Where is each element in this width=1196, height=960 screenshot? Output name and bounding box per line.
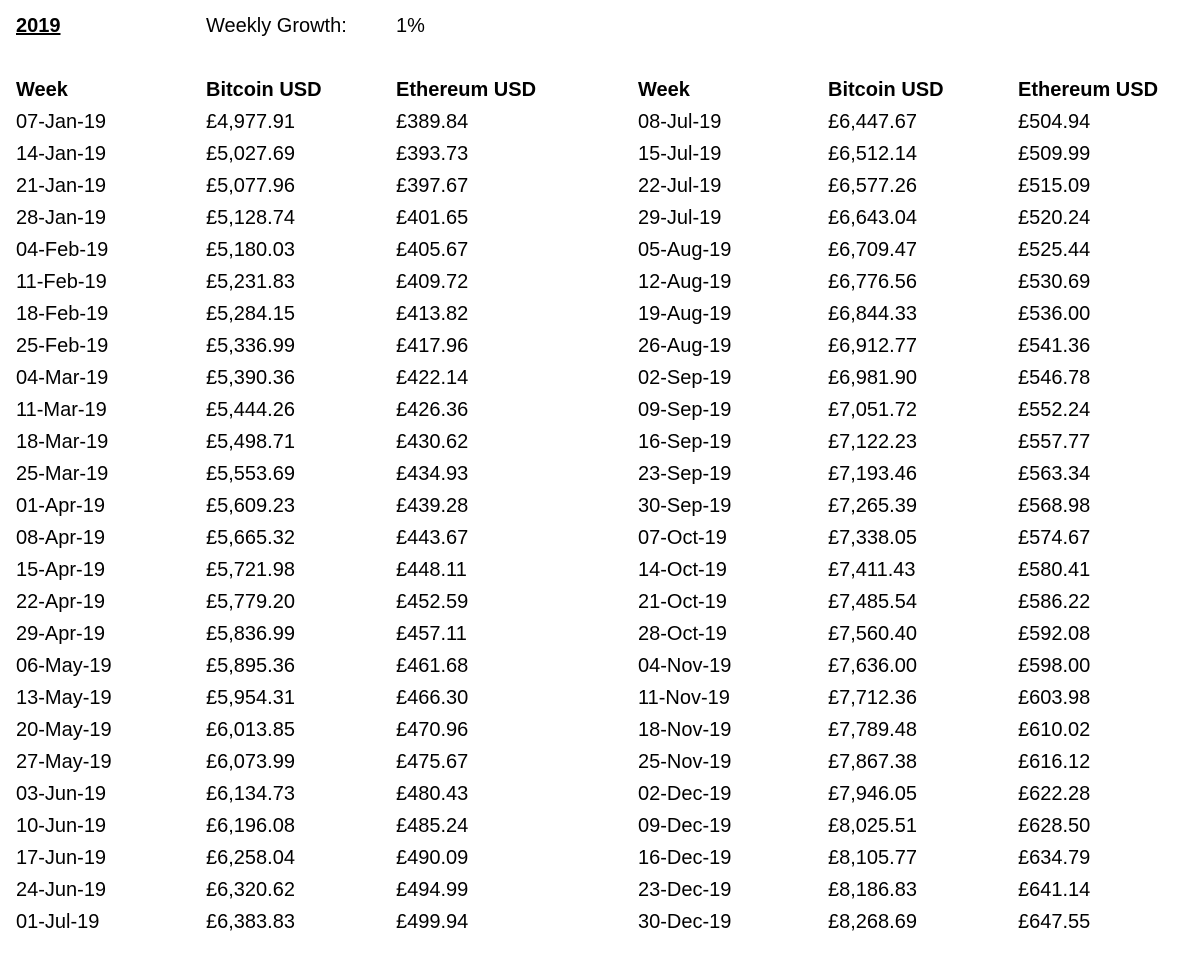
right-bitcoin-cell: £8,105.77 — [828, 847, 917, 869]
left-week-cell: 20-May-19 — [16, 719, 112, 741]
left-bitcoin-cell: £6,258.04 — [206, 847, 295, 869]
left-ethereum-cell: £452.59 — [396, 591, 469, 613]
left-week-cell: 13-May-19 — [16, 687, 112, 709]
right-week-cell: 09-Dec-19 — [638, 815, 732, 837]
left-bitcoin-cell: £5,231.83 — [206, 271, 295, 293]
left-bitcoin-cell: £5,336.99 — [206, 335, 295, 357]
right-week-cell: 11-Nov-19 — [638, 687, 730, 709]
right-week-cell: 23-Sep-19 — [638, 463, 732, 485]
left-ethereum-cell: £466.30 — [396, 687, 469, 709]
right-week-cell: 04-Nov-19 — [638, 655, 732, 677]
left-ethereum-cell: £417.96 — [396, 335, 469, 357]
right-week-cell: 02-Dec-19 — [638, 783, 732, 805]
right-week-cell: 26-Aug-19 — [638, 335, 732, 357]
right-ethereum-cell: £598.00 — [1018, 655, 1091, 677]
left-week-cell: 01-Apr-19 — [16, 495, 105, 517]
left-bitcoin-cell: £6,073.99 — [206, 751, 295, 773]
left-bitcoin-cell: £5,609.23 — [206, 495, 295, 517]
left-ethereum-cell: £413.82 — [396, 303, 469, 325]
left-ethereum-cell: £401.65 — [396, 207, 469, 229]
year-title: 2019 — [16, 15, 61, 37]
left-week-cell: 18-Feb-19 — [16, 303, 109, 325]
right-bitcoin-cell: £6,981.90 — [828, 367, 917, 389]
right-bitcoin-cell: £7,867.38 — [828, 751, 917, 773]
right-bitcoin-cell: £8,268.69 — [828, 911, 917, 933]
left-week-cell: 10-Jun-19 — [16, 815, 107, 837]
right-week-cell: 05-Aug-19 — [638, 239, 732, 261]
right-week-cell: 21-Oct-19 — [638, 591, 727, 613]
right-ethereum-cell: £580.41 — [1018, 559, 1091, 581]
weekly-growth-value: 1% — [396, 15, 425, 37]
right-week-cell: 15-Jul-19 — [638, 143, 722, 165]
left-week-cell: 01-Jul-19 — [16, 911, 100, 933]
left-week-cell: 11-Mar-19 — [16, 399, 107, 421]
left-bitcoin-cell: £5,779.20 — [206, 591, 295, 613]
left-bitcoin-cell: £5,077.96 — [206, 175, 295, 197]
left-ethereum-cell: £480.43 — [396, 783, 469, 805]
right-bitcoin-cell: £7,636.00 — [828, 655, 917, 677]
right-week-cell: 29-Jul-19 — [638, 207, 722, 229]
right-ethereum-cell: £563.34 — [1018, 463, 1091, 485]
left-bitcoin-cell: £5,390.36 — [206, 367, 295, 389]
right-ethereum-cell: £552.24 — [1018, 399, 1091, 421]
left-bitcoin-cell: £6,320.62 — [206, 879, 295, 901]
right-ethereum-cell: £610.02 — [1018, 719, 1091, 741]
left-week-cell: 14-Jan-19 — [16, 143, 107, 165]
right-ethereum-cell: £628.50 — [1018, 815, 1091, 837]
left-ethereum-cell: £443.67 — [396, 527, 469, 549]
left-bitcoin-cell: £5,128.74 — [206, 207, 295, 229]
left-bitcoin-cell: £6,134.73 — [206, 783, 295, 805]
left-ethereum-cell: £389.84 — [396, 111, 469, 133]
right-bitcoin-header: Bitcoin USD — [828, 79, 944, 101]
right-bitcoin-cell: £7,485.54 — [828, 591, 917, 613]
left-bitcoin-cell: £5,553.69 — [206, 463, 295, 485]
left-week-cell: 04-Mar-19 — [16, 367, 109, 389]
right-bitcoin-cell: £7,789.48 — [828, 719, 917, 741]
left-ethereum-cell: £393.73 — [396, 143, 469, 165]
left-week-cell: 03-Jun-19 — [16, 783, 107, 805]
right-bitcoin-cell: £7,411.43 — [828, 559, 916, 581]
right-ethereum-cell: £647.55 — [1018, 911, 1091, 933]
left-ethereum-cell: £426.36 — [396, 399, 469, 421]
left-week-cell: 11-Feb-19 — [16, 271, 107, 293]
left-week-cell: 18-Mar-19 — [16, 431, 109, 453]
left-week-cell: 21-Jan-19 — [16, 175, 107, 197]
left-ethereum-cell: £490.09 — [396, 847, 469, 869]
right-ethereum-cell: £509.99 — [1018, 143, 1091, 165]
right-week-cell: 09-Sep-19 — [638, 399, 732, 421]
left-ethereum-cell: £494.99 — [396, 879, 469, 901]
right-week-cell: 28-Oct-19 — [638, 623, 727, 645]
left-ethereum-header: Ethereum USD — [396, 79, 537, 101]
right-bitcoin-cell: £6,776.56 — [828, 271, 917, 293]
left-week-cell: 06-May-19 — [16, 655, 112, 677]
right-bitcoin-cell: £8,186.83 — [828, 879, 917, 901]
left-ethereum-cell: £397.67 — [396, 175, 469, 197]
left-week-cell: 08-Apr-19 — [16, 527, 105, 549]
right-week-cell: 30-Dec-19 — [638, 911, 732, 933]
right-bitcoin-cell: £6,709.47 — [828, 239, 917, 261]
left-ethereum-cell: £422.14 — [396, 367, 469, 389]
right-bitcoin-cell: £6,512.14 — [828, 143, 917, 165]
left-bitcoin-cell: £5,721.98 — [206, 559, 295, 581]
left-week-cell: 25-Feb-19 — [16, 335, 109, 357]
left-bitcoin-cell: £5,498.71 — [206, 431, 295, 453]
right-bitcoin-cell: £7,193.46 — [828, 463, 917, 485]
left-bitcoin-cell: £6,196.08 — [206, 815, 295, 837]
right-bitcoin-cell: £6,447.67 — [828, 111, 917, 133]
right-week-cell: 16-Sep-19 — [638, 431, 732, 453]
left-ethereum-cell: £499.94 — [396, 911, 469, 933]
right-week-cell: 23-Dec-19 — [638, 879, 732, 901]
left-bitcoin-cell: £5,665.32 — [206, 527, 295, 549]
right-bitcoin-cell: £6,577.26 — [828, 175, 917, 197]
right-week-cell: 02-Sep-19 — [638, 367, 732, 389]
right-bitcoin-cell: £6,912.77 — [828, 335, 917, 357]
right-week-cell: 08-Jul-19 — [638, 111, 722, 133]
right-ethereum-cell: £541.36 — [1018, 335, 1091, 357]
left-week-cell: 15-Apr-19 — [16, 559, 105, 581]
left-week-cell: 04-Feb-19 — [16, 239, 109, 261]
left-bitcoin-cell: £6,383.83 — [206, 911, 295, 933]
right-ethereum-cell: £520.24 — [1018, 207, 1091, 229]
left-ethereum-cell: £457.11 — [396, 623, 467, 645]
left-ethereum-cell: £430.62 — [396, 431, 469, 453]
right-ethereum-cell: £546.78 — [1018, 367, 1091, 389]
left-week-cell: 17-Jun-19 — [16, 847, 107, 869]
left-ethereum-cell: £405.67 — [396, 239, 469, 261]
right-ethereum-cell: £557.77 — [1018, 431, 1091, 453]
right-ethereum-cell: £616.12 — [1018, 751, 1091, 773]
left-bitcoin-cell: £5,895.36 — [206, 655, 295, 677]
right-ethereum-cell: £536.00 — [1018, 303, 1091, 325]
left-week-cell: 25-Mar-19 — [16, 463, 109, 485]
left-ethereum-cell: £448.11 — [396, 559, 467, 581]
left-week-cell: 27-May-19 — [16, 751, 112, 773]
left-week-cell: 28-Jan-19 — [16, 207, 107, 229]
right-ethereum-cell: £586.22 — [1018, 591, 1091, 613]
right-bitcoin-cell: £7,122.23 — [828, 431, 917, 453]
right-ethereum-cell: £592.08 — [1018, 623, 1091, 645]
right-ethereum-header: Ethereum USD — [1018, 79, 1159, 101]
right-ethereum-cell: £504.94 — [1018, 111, 1091, 133]
right-ethereum-cell: £568.98 — [1018, 495, 1091, 517]
left-bitcoin-cell: £5,027.69 — [206, 143, 295, 165]
right-week-cell: 25-Nov-19 — [638, 751, 732, 773]
left-bitcoin-cell: £4,977.91 — [206, 111, 295, 133]
right-ethereum-cell: £641.14 — [1018, 879, 1091, 901]
right-week-cell: 16-Dec-19 — [638, 847, 732, 869]
right-week-cell: 30-Sep-19 — [638, 495, 732, 517]
weekly-growth-label: Weekly Growth: — [206, 15, 347, 37]
right-ethereum-cell: £622.28 — [1018, 783, 1091, 805]
right-bitcoin-cell: £6,643.04 — [828, 207, 917, 229]
left-ethereum-cell: £434.93 — [396, 463, 469, 485]
left-ethereum-cell: £409.72 — [396, 271, 469, 293]
right-ethereum-cell: £574.67 — [1018, 527, 1091, 549]
right-bitcoin-cell: £7,265.39 — [828, 495, 917, 517]
right-bitcoin-cell: £7,051.72 — [828, 399, 917, 421]
right-bitcoin-cell: £7,560.40 — [828, 623, 917, 645]
right-bitcoin-cell: £7,338.05 — [828, 527, 917, 549]
left-bitcoin-cell: £5,284.15 — [206, 303, 295, 325]
left-week-header: Week — [16, 79, 68, 101]
left-week-cell: 24-Jun-19 — [16, 879, 107, 901]
right-bitcoin-cell: £8,025.51 — [828, 815, 917, 837]
right-ethereum-cell: £530.69 — [1018, 271, 1091, 293]
right-bitcoin-cell: £7,712.36 — [828, 687, 917, 709]
left-ethereum-cell: £439.28 — [396, 495, 469, 517]
left-ethereum-cell: £470.96 — [396, 719, 469, 741]
right-week-cell: 18-Nov-19 — [638, 719, 732, 741]
left-week-cell: 29-Apr-19 — [16, 623, 105, 645]
left-bitcoin-cell: £5,954.31 — [206, 687, 295, 709]
right-ethereum-cell: £634.79 — [1018, 847, 1091, 869]
right-bitcoin-cell: £6,844.33 — [828, 303, 917, 325]
right-week-cell: 22-Jul-19 — [638, 175, 722, 197]
right-week-header: Week — [638, 79, 690, 101]
right-ethereum-cell: £603.98 — [1018, 687, 1091, 709]
left-ethereum-cell: £461.68 — [396, 655, 469, 677]
left-bitcoin-cell: £6,013.85 — [206, 719, 295, 741]
left-week-cell: 22-Apr-19 — [16, 591, 105, 613]
right-week-cell: 07-Oct-19 — [638, 527, 727, 549]
right-week-cell: 19-Aug-19 — [638, 303, 732, 325]
left-bitcoin-cell: £5,180.03 — [206, 239, 295, 261]
left-ethereum-cell: £475.67 — [396, 751, 469, 773]
left-ethereum-cell: £485.24 — [396, 815, 469, 837]
right-bitcoin-cell: £7,946.05 — [828, 783, 917, 805]
left-bitcoin-cell: £5,836.99 — [206, 623, 295, 645]
right-week-cell: 14-Oct-19 — [638, 559, 727, 581]
left-bitcoin-cell: £5,444.26 — [206, 399, 295, 421]
right-week-cell: 12-Aug-19 — [638, 271, 732, 293]
right-ethereum-cell: £515.09 — [1018, 175, 1091, 197]
left-bitcoin-header: Bitcoin USD — [206, 79, 322, 101]
left-week-cell: 07-Jan-19 — [16, 111, 107, 133]
right-ethereum-cell: £525.44 — [1018, 239, 1091, 261]
